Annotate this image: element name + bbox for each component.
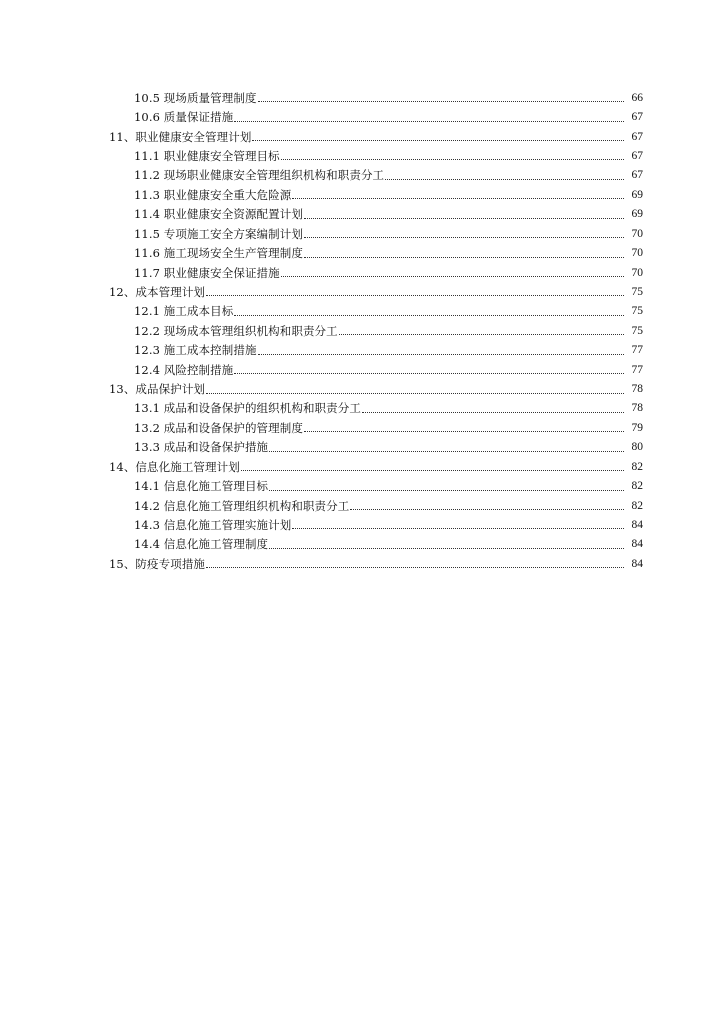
toc-page-number: 82 <box>631 460 643 473</box>
toc-entry-title: 11.2 现场职业健康安全管理组织机构和职责分工 <box>134 168 385 183</box>
dot-leader <box>304 431 624 432</box>
toc-page-number: 67 <box>631 111 643 124</box>
toc-entry[interactable] <box>0 438 724 457</box>
toc-entry-title: 13.1 成品和设备保护的组织机构和职责分工 <box>134 401 361 416</box>
dot-leader <box>234 373 624 374</box>
toc-entry-title: 10.5 现场质量管理制度 <box>134 90 257 105</box>
toc-entry-title: 14.4 信息化施工管理制度 <box>134 537 269 552</box>
toc-entry-title: 13、成品保护计划 <box>109 382 206 397</box>
toc-page-number: 82 <box>631 480 643 493</box>
dot-leader <box>206 393 624 394</box>
toc-entry[interactable] <box>0 399 724 418</box>
toc-page-number: 77 <box>631 363 643 376</box>
toc-entry[interactable] <box>0 166 724 185</box>
toc-section-entry[interactable] <box>0 282 724 301</box>
dot-leader <box>206 567 624 568</box>
dot-leader <box>339 334 624 335</box>
toc-entry-title: 12.3 施工成本控制措施 <box>134 343 257 358</box>
toc-page-number: 75 <box>631 324 643 337</box>
dot-leader <box>292 528 624 529</box>
toc-entry[interactable] <box>0 146 724 165</box>
toc-page-number: 82 <box>631 499 643 512</box>
dot-leader <box>362 412 624 413</box>
dot-leader <box>258 354 624 355</box>
dot-leader <box>269 548 624 549</box>
toc-entry[interactable] <box>0 302 724 321</box>
toc-entry[interactable] <box>0 185 724 204</box>
dot-leader <box>206 295 624 296</box>
toc-entry-title: 12.2 现场成本管理组织机构和职责分工 <box>134 323 338 338</box>
dot-leader <box>385 179 624 180</box>
toc-entry-title: 12、成本管理计划 <box>109 284 206 299</box>
toc-entry-title: 14.2 信息化施工管理组织机构和职责分工 <box>134 498 350 513</box>
toc-entry[interactable] <box>0 418 724 437</box>
dot-leader <box>241 470 624 471</box>
toc-entry-title: 11.7 职业健康安全保证措施 <box>134 265 280 280</box>
toc-page-number: 70 <box>631 266 643 279</box>
toc-page-number: 70 <box>631 227 643 240</box>
toc-page-number: 70 <box>631 247 643 260</box>
dot-leader <box>234 121 624 122</box>
dot-leader <box>350 509 624 510</box>
toc-entry[interactable] <box>0 263 724 282</box>
toc-page-number: 84 <box>631 538 643 551</box>
dot-leader <box>258 101 624 102</box>
dot-leader <box>269 490 624 491</box>
toc-section-entry[interactable] <box>0 379 724 398</box>
toc-entry-title: 10.6 质量保证措施 <box>134 110 234 125</box>
toc-page-number: 77 <box>631 344 643 357</box>
toc-entry[interactable] <box>0 340 724 359</box>
toc-entry-title: 11.3 职业健康安全重大危险源 <box>134 187 292 202</box>
table-of-contents <box>0 88 724 574</box>
toc-entry[interactable] <box>0 321 724 340</box>
toc-entry-title: 15、防疫专项措施 <box>109 556 206 571</box>
toc-entry[interactable] <box>0 205 724 224</box>
toc-page-number: 69 <box>631 188 643 201</box>
toc-entry-title: 14.1 信息化施工管理目标 <box>134 479 269 494</box>
toc-page-number: 84 <box>631 518 643 531</box>
toc-entry-title: 11、职业健康安全管理计划 <box>109 129 252 144</box>
toc-entry[interactable] <box>0 243 724 262</box>
toc-page-number: 78 <box>631 383 643 396</box>
toc-page-number: 78 <box>631 402 643 415</box>
toc-entry-title: 14.3 信息化施工管理实施计划 <box>134 517 292 532</box>
toc-page-number: 75 <box>631 285 643 298</box>
toc-page-number: 67 <box>631 149 643 162</box>
toc-entry[interactable] <box>0 515 724 534</box>
toc-entry-title: 13.3 成品和设备保护措施 <box>134 440 269 455</box>
toc-page-number: 84 <box>631 557 643 570</box>
toc-entry[interactable] <box>0 88 724 107</box>
toc-entry[interactable] <box>0 107 724 126</box>
toc-entry-title: 13.2 成品和设备保护的管理制度 <box>134 420 303 435</box>
dot-leader <box>304 218 624 219</box>
dot-leader <box>252 140 624 141</box>
toc-entry[interactable] <box>0 535 724 554</box>
toc-entry-title: 11.1 职业健康安全管理目标 <box>134 148 280 163</box>
dot-leader <box>292 198 624 199</box>
toc-entry[interactable] <box>0 476 724 495</box>
toc-entry-title: 12.4 风险控制措施 <box>134 362 234 377</box>
toc-page-number: 67 <box>631 169 643 182</box>
toc-entry-title: 11.6 施工现场安全生产管理制度 <box>134 246 303 261</box>
toc-page-number: 66 <box>631 91 643 104</box>
toc-section-entry[interactable] <box>0 554 724 573</box>
toc-page-number: 80 <box>631 441 643 454</box>
toc-page-number: 75 <box>631 305 643 318</box>
toc-section-entry[interactable] <box>0 457 724 476</box>
dot-leader <box>304 257 624 258</box>
toc-section-entry[interactable] <box>0 127 724 146</box>
toc-entry-title: 11.5 专项施工安全方案编制计划 <box>134 226 303 241</box>
toc-page-number: 67 <box>631 130 643 143</box>
toc-entry[interactable] <box>0 360 724 379</box>
dot-leader <box>269 451 624 452</box>
dot-leader <box>281 159 624 160</box>
dot-leader <box>281 276 624 277</box>
toc-entry-title: 12.1 施工成本目标 <box>134 304 234 319</box>
toc-entry[interactable] <box>0 496 724 515</box>
toc-entry[interactable] <box>0 224 724 243</box>
toc-entry-title: 14、信息化施工管理计划 <box>109 459 240 474</box>
toc-entry-title: 11.4 职业健康安全资源配置计划 <box>134 207 303 222</box>
dot-leader <box>234 315 624 316</box>
dot-leader <box>304 237 624 238</box>
toc-page-number: 69 <box>631 208 643 221</box>
toc-page-number: 79 <box>631 421 643 434</box>
